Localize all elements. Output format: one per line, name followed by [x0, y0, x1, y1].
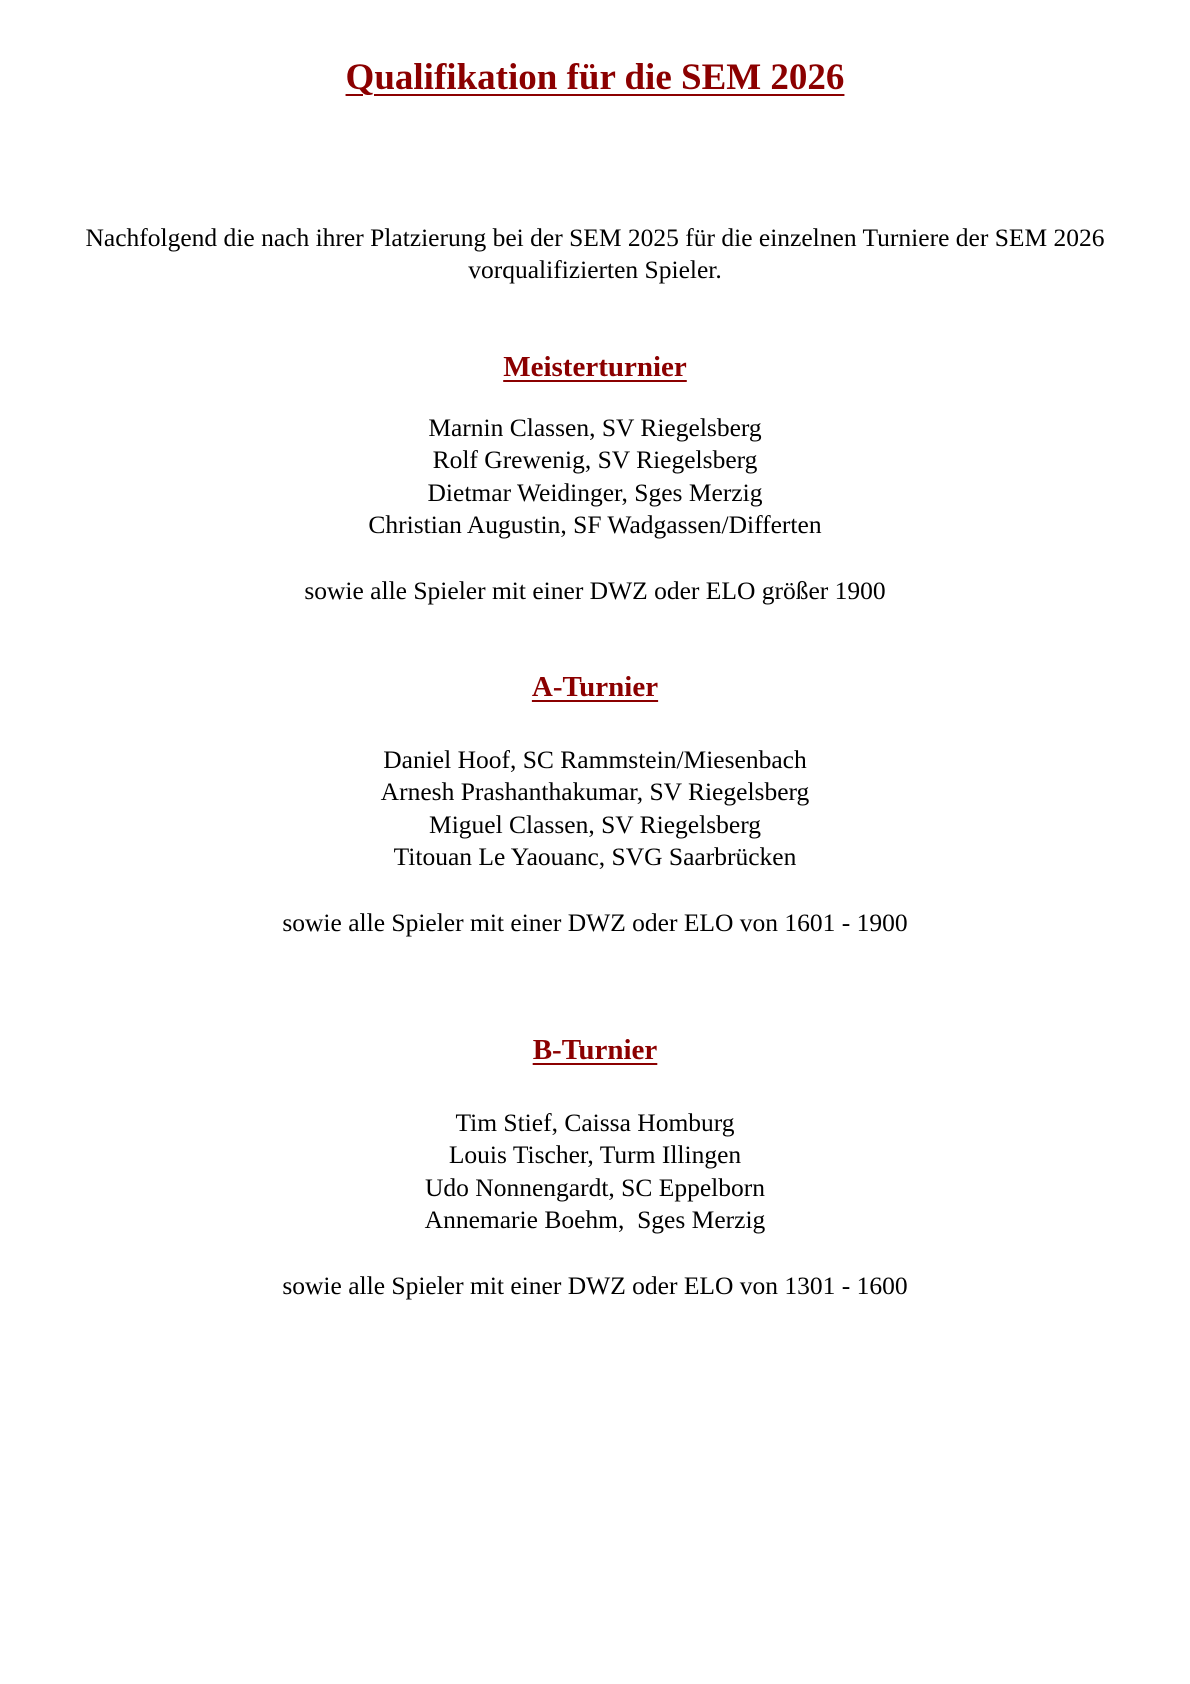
player-entry: Udo Nonnengardt, SC Eppelborn: [425, 1172, 765, 1202]
player-entry: Marnin Classen, SV Riegelsberg: [428, 413, 762, 442]
section-heading-b-turnier: B-Turnier: [532, 1034, 658, 1066]
player-list-b-turnier: [0, 1107, 1190, 1236]
intro-paragraph: Nachfolgend die nach ihrer Platzierung bei der SEM 2025 für die einzelnen Turniere der SEM 2026 vorqualifizierten Spieler.: [85, 223, 1105, 284]
player-entry: Louis Tischer, Turm Illingen: [448, 1140, 742, 1170]
rating-note-a-turnier: sowie alle Spieler mit einer DWZ oder ELO von 1601 - 1900: [282, 908, 908, 937]
player-entry: Miguel Classen, SV Riegelsberg: [429, 809, 761, 839]
player-entry: Rolf Grewenig, SV Riegelsberg: [432, 445, 758, 475]
player-entry: Christian Augustin, SF Wadgassen/Differten: [368, 509, 822, 539]
player-entry: Tim Stief, Caissa Homburg: [455, 1108, 735, 1137]
player-entry: Arnesh Prashanthakumar, SV Riegelsberg: [380, 777, 810, 807]
section-heading-meisterturnier: Meisterturnier: [503, 351, 687, 383]
player-list-meisterturnier: [0, 412, 1190, 541]
player-entry: Titouan Le Yaouanc, SVG Saarbrücken: [393, 841, 797, 871]
player-entry: Annemarie Boehm, Sges Merzig: [424, 1204, 766, 1234]
rating-note-b-turnier: sowie alle Spieler mit einer DWZ oder ELO von 1301 - 1600: [282, 1271, 908, 1300]
player-entry: Daniel Hoof, SC Rammstein/Miesenbach: [383, 745, 807, 774]
rating-note-meisterturnier: sowie alle Spieler mit einer DWZ oder ELO größer 1900: [304, 576, 886, 605]
page-title: Qualifikation für die SEM 2026: [345, 57, 845, 98]
player-entry: Dietmar Weidinger, Sges Merzig: [427, 477, 763, 507]
section-heading-a-turnier: A-Turnier: [531, 671, 659, 703]
player-list-a-turnier: [0, 744, 1190, 873]
